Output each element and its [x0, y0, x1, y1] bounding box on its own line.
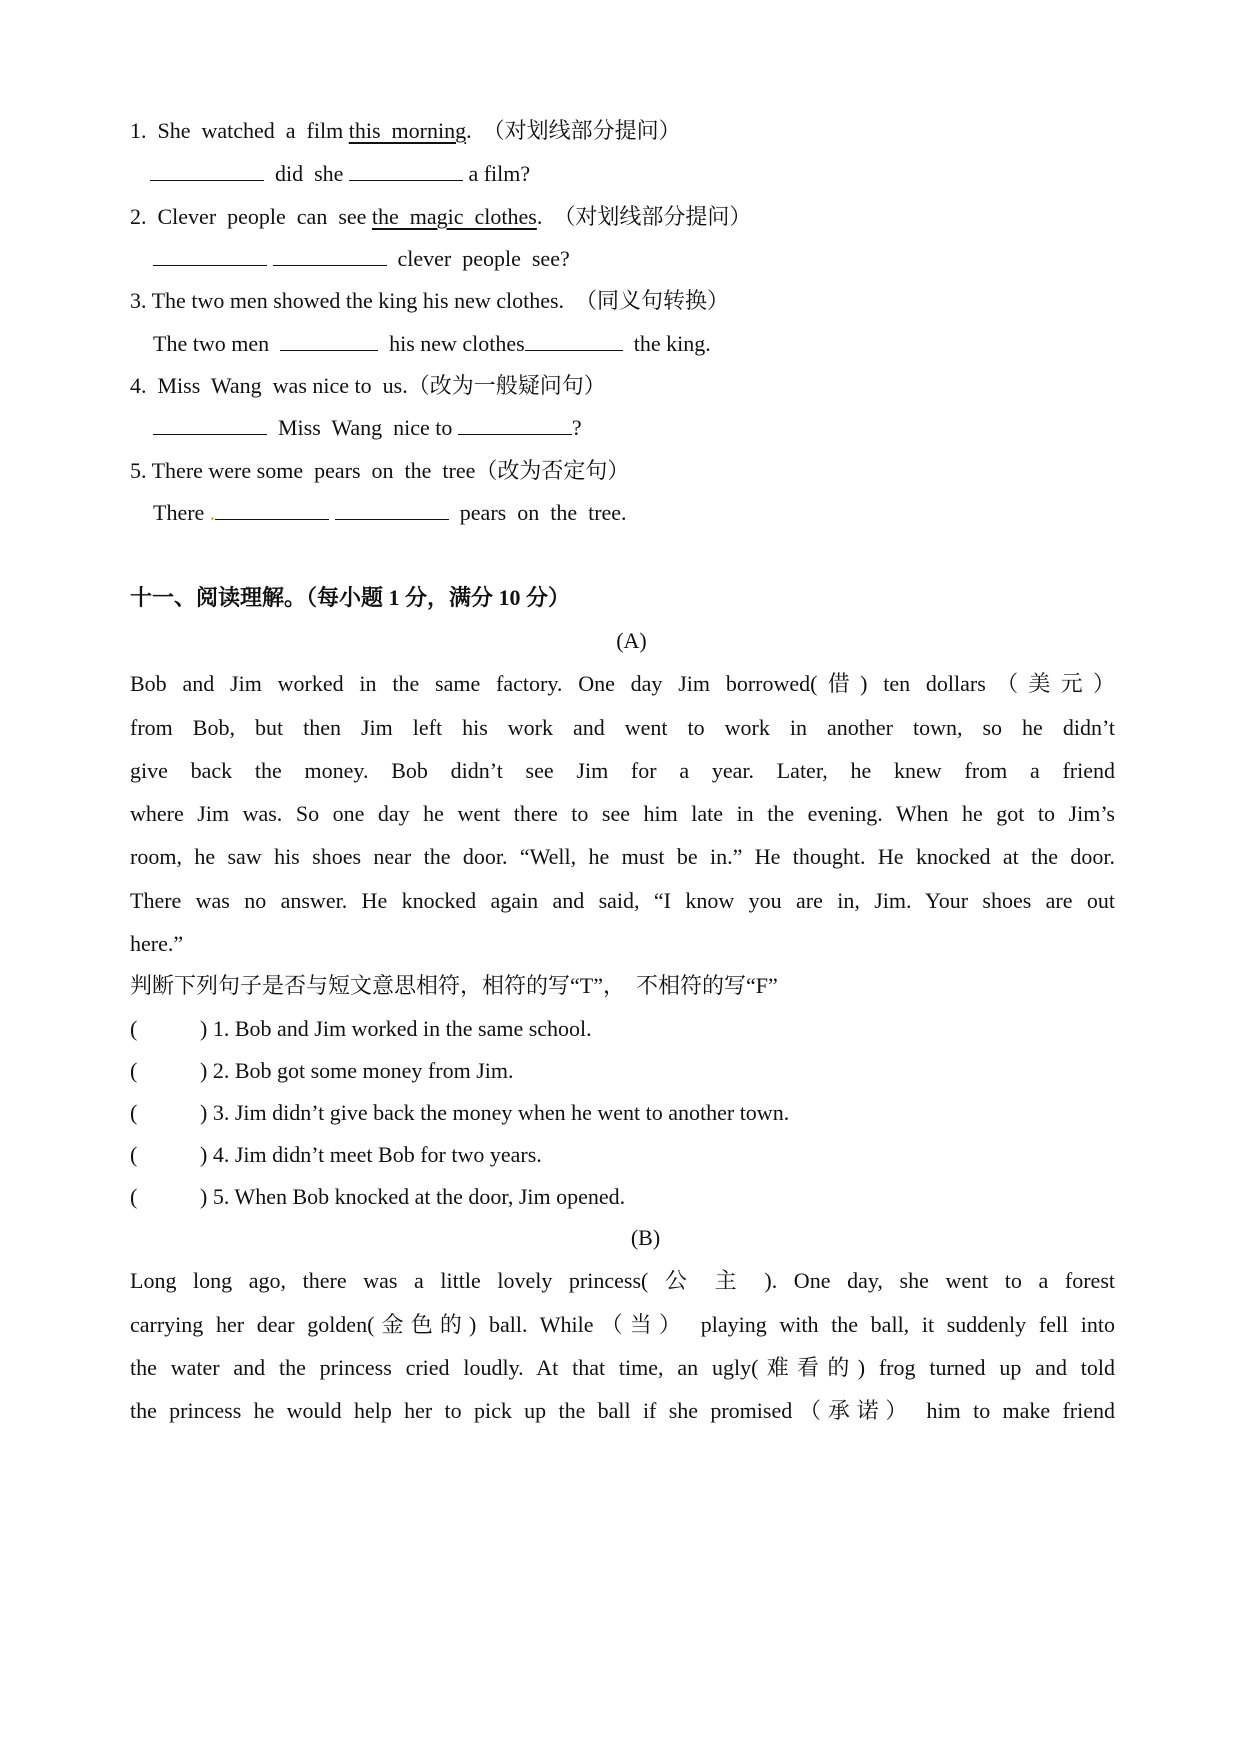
- answer-blank[interactable]: [280, 330, 378, 351]
- tf-item: ( ) 5. When Bob knocked at the door, Jim opened.: [130, 1182, 1115, 1212]
- question-text: The two men showed the king his new clothes.: [151, 288, 565, 313]
- question-number: 1.: [130, 118, 147, 143]
- passage-a-line: There was no answer. He knocked again and said, “I know you are in, Jim. Your shoes are out: [130, 888, 1115, 913]
- instruction: （改为否定句）: [475, 458, 630, 483]
- instruction: （改为一般疑问句）: [407, 373, 606, 398]
- question-5: [130, 456, 1115, 486]
- answer-blank[interactable]: [215, 499, 329, 520]
- answer-line-4: Miss Wang nice to ?: [153, 413, 1138, 443]
- passage-a-line: where Jim was. So one day he went there to see him late in the evening. When he got to Jim’s: [130, 801, 1115, 826]
- instruction: （同义句转换）: [575, 288, 730, 313]
- answer-line-2: clever people see?: [153, 244, 1138, 274]
- answer-paren[interactable]: (: [130, 1058, 138, 1083]
- question-text: She watched a film: [157, 118, 349, 143]
- question-3: [130, 286, 1115, 316]
- section-heading: 十一、阅读理解。（每小题 1 分，满分 10 分）: [130, 585, 571, 610]
- answer-paren[interactable]: (: [130, 1100, 138, 1125]
- passage-b-line: Long long ago, there was a little lovely princess( 公 主 ). One day, she went to a forest: [130, 1268, 1115, 1293]
- question-number: 5.: [130, 458, 147, 483]
- question-4: [130, 371, 1115, 401]
- question-2: 2. Clever people can see the magic clothes. （对划线部分提问）: [130, 204, 752, 229]
- question-number: 4.: [130, 373, 147, 398]
- answer-blank[interactable]: [349, 160, 463, 181]
- passage-a-line: Bob and Jim worked in the same factory. One day Jim borrowed(借) ten dollars（美元）: [130, 671, 1115, 696]
- instruction: （对划线部分提问）: [482, 118, 681, 143]
- passage-b-label: (B): [630, 1225, 661, 1250]
- answer-line-1: did she a film?: [150, 159, 1135, 189]
- stray-mark: .: [209, 500, 216, 525]
- passage-b-line: carrying her dear golden(金色的) ball. While（当） playing with the ball, it suddenly fell into: [130, 1312, 1115, 1337]
- question-text: Clever people can see: [157, 204, 372, 229]
- answer-line-3: The two men his new clothes the king.: [153, 331, 711, 356]
- question-text: Miss Wang was nice to us.: [157, 373, 408, 398]
- answer-blank[interactable]: [525, 330, 623, 351]
- underlined-phrase: the magic clothes: [371, 204, 537, 229]
- tf-instruction: 判断下列句子是否与短文意思相符，相符的写“T”， 不相符的写“F”: [130, 973, 778, 998]
- answer-blank[interactable]: [153, 414, 267, 435]
- answer-paren[interactable]: (: [130, 1016, 138, 1041]
- question-text: There were some pears on the tree: [151, 458, 476, 483]
- question-number: 3.: [130, 288, 147, 313]
- answer-blank[interactable]: [335, 499, 449, 520]
- instruction: （对划线部分提问）: [553, 204, 752, 229]
- passage-a-line: here.”: [130, 931, 184, 956]
- tf-item: ( ) 1. Bob and Jim worked in the same school.: [130, 1014, 1115, 1044]
- passage-a-line: from Bob, but then Jim left his work and went to work in another town, so he didn’t: [130, 715, 1115, 740]
- passage-a-label: (A): [616, 628, 647, 653]
- answer-blank[interactable]: [458, 414, 572, 435]
- answer-blank[interactable]: [273, 245, 387, 266]
- question-1: 1. She watched a film this morning. （对划线部分提问）: [130, 118, 681, 143]
- answer-line-5: There . pears on the tree.: [153, 500, 627, 525]
- tf-item: ( ) 4. Jim didn’t meet Bob for two years.: [130, 1140, 1115, 1170]
- tf-item: ( ) 3. Jim didn’t give back the money when he went to another town.: [130, 1098, 1115, 1128]
- question-number: 2.: [130, 204, 147, 229]
- underlined-phrase: this morning: [348, 118, 467, 143]
- passage-b-line: the princess he would help her to pick up the ball if she promised（承诺） him to make friend: [130, 1398, 1115, 1423]
- answer-paren[interactable]: (: [130, 1142, 138, 1167]
- passage-a-line: give back the money. Bob didn’t see Jim for a year. Later, he knew from a friend: [130, 758, 1115, 783]
- passage-b-line: the water and the princess cried loudly. At that time, an ugly(难看的) frog turned up and told: [130, 1355, 1115, 1380]
- answer-blank[interactable]: [153, 245, 267, 266]
- tf-item: ( ) 2. Bob got some money from Jim.: [130, 1056, 1115, 1086]
- passage-a-line: room, he saw his shoes near the door. “Well, he must be in.” He thought. He knocked at the door.: [130, 844, 1115, 869]
- answer-paren[interactable]: (: [130, 1184, 138, 1209]
- answer-blank[interactable]: [150, 160, 264, 181]
